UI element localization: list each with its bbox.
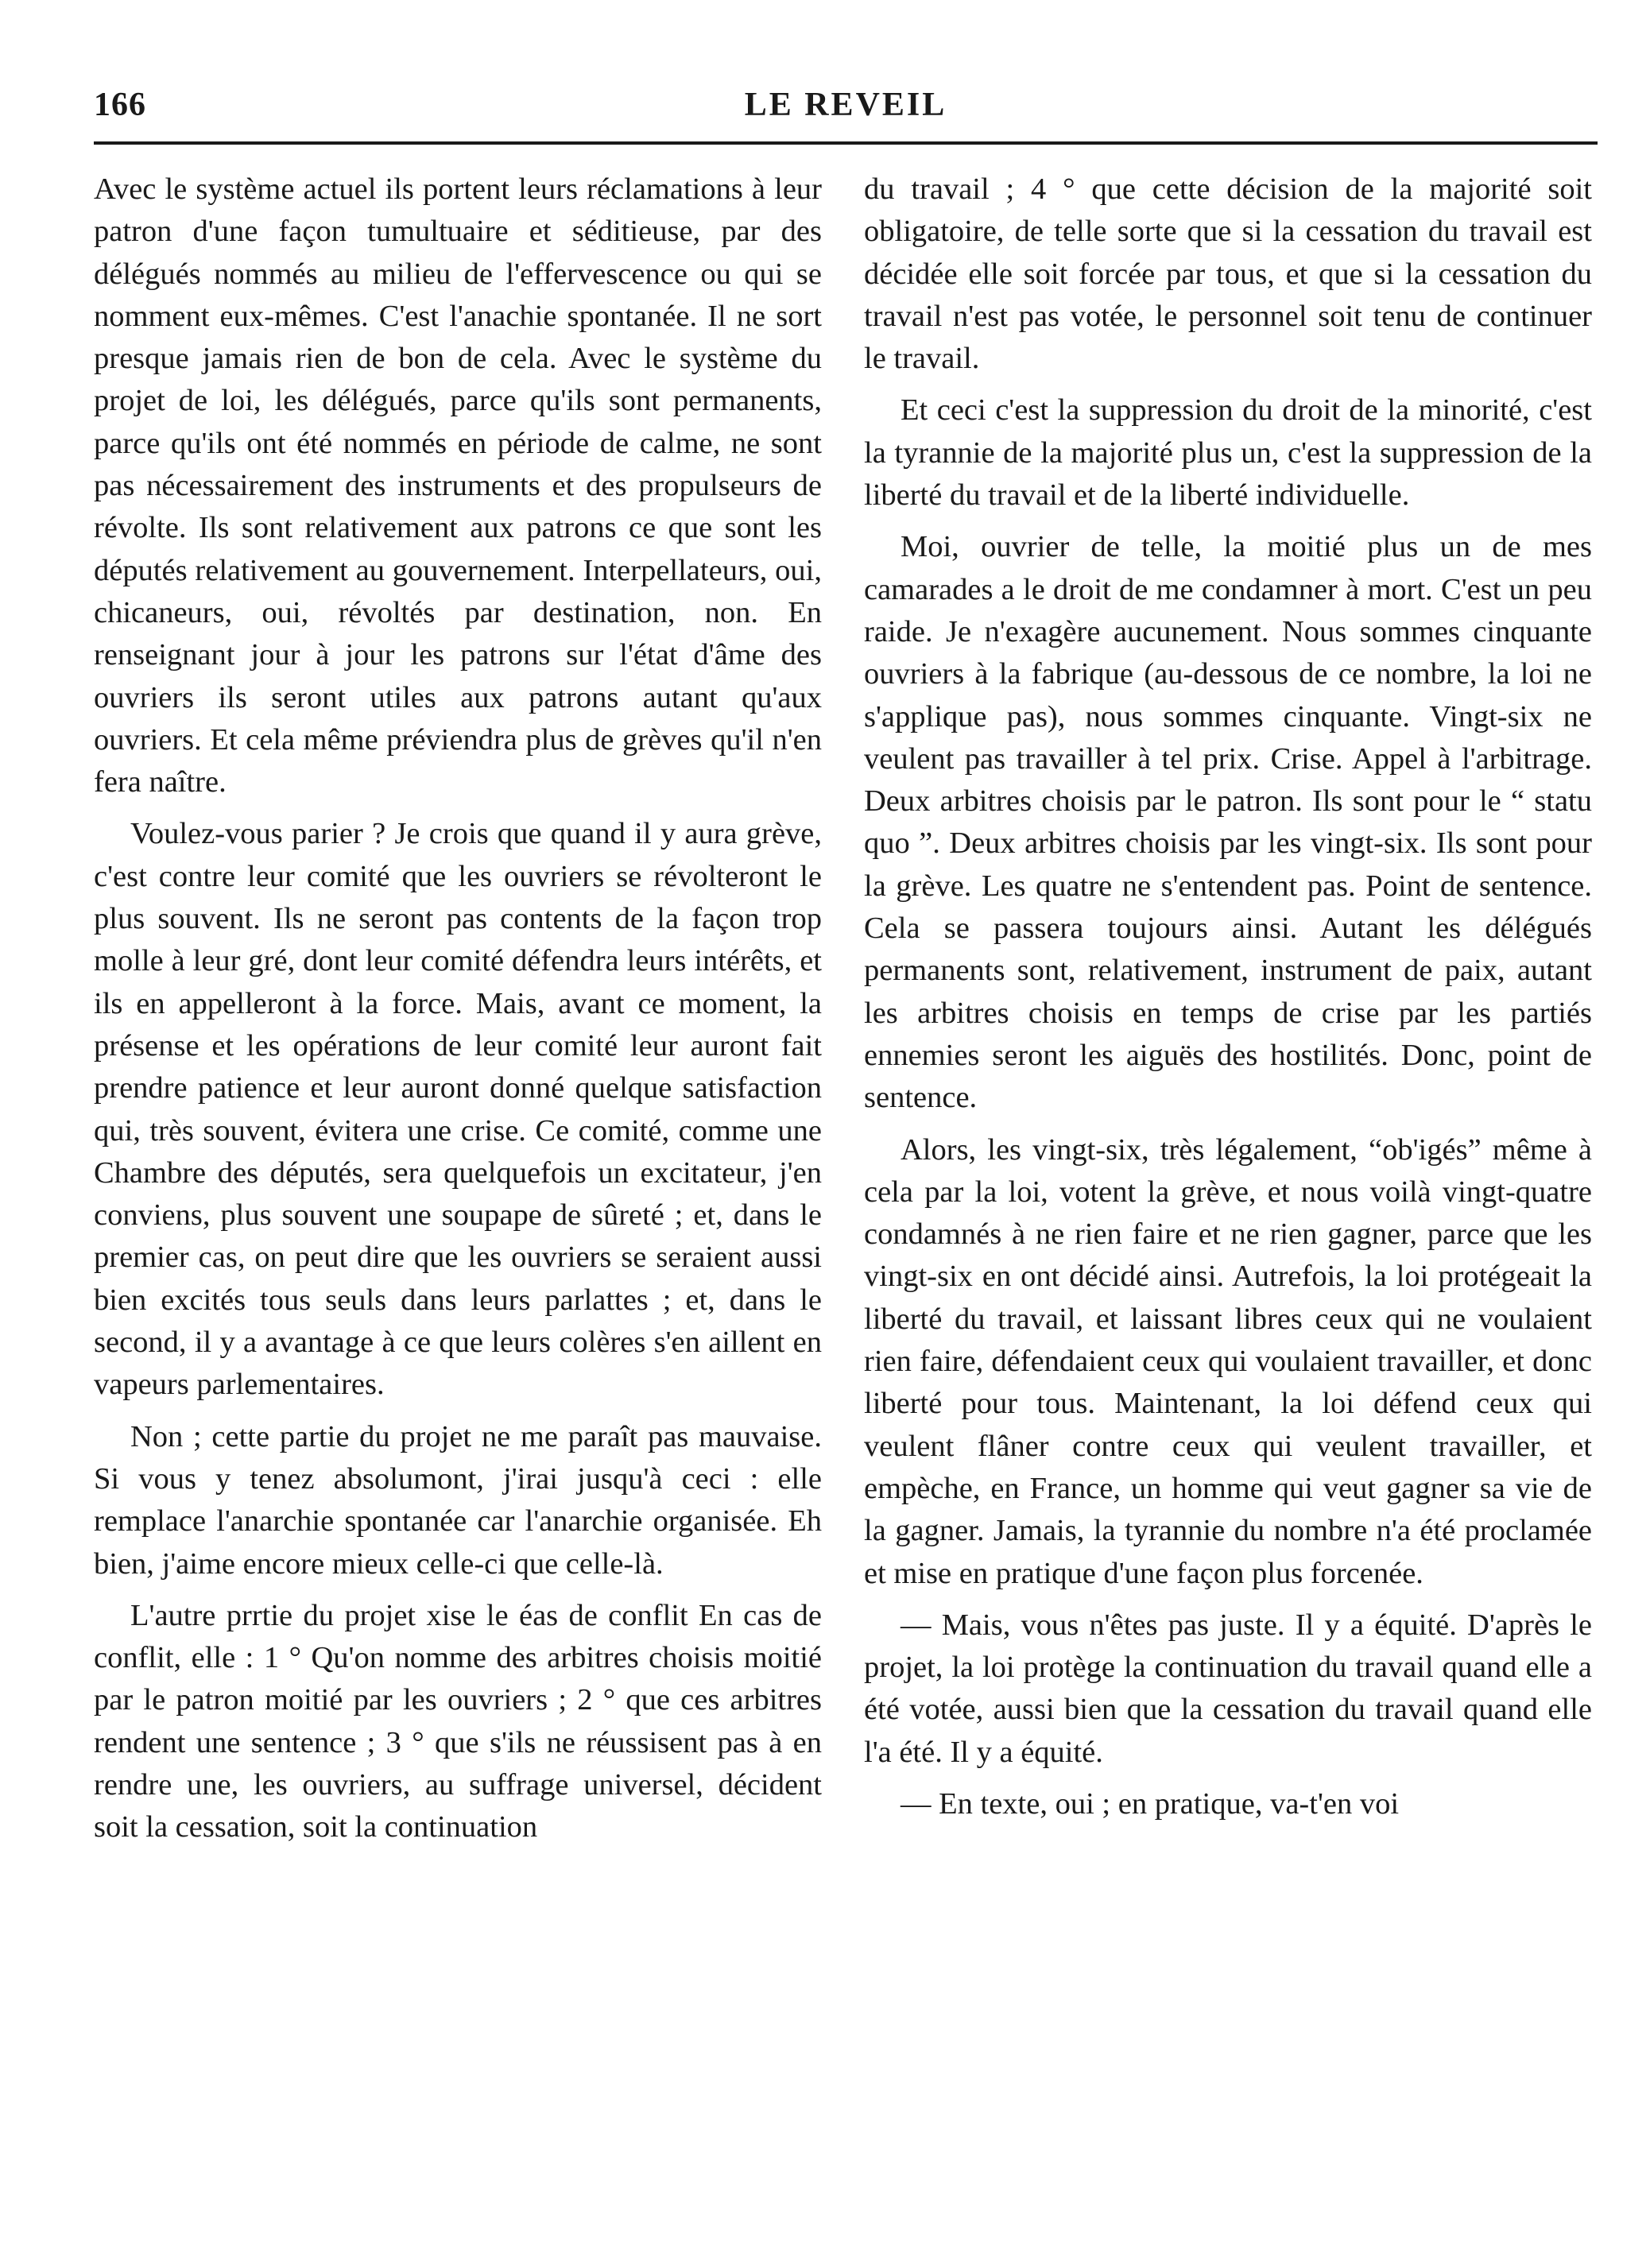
paragraph: Moi, ouvrier de telle, la moitié plus un de mes camarades a le droit de me condamner à mort. C'est un peu raide. Je n'exagère aucunement. Nous sommes cinquante ouvriers à la fabrique (au-dessous de ce nombre, la loi ne s'applique pas), nous sommes cinquante. Vingt-six ne veulent pas travailler à tel prix. Crise. Appel à l'arbitrage. Deux arbitres choisis par le patron. Ils sont pour le “ statu quo ”. Deux arbitres choisis par les vingt-six. Ils sont pour la grève. Les quatre ne s'entendent pas. Point de sentence. Cela se passera toujours ainsi. Autant les délégués permanents sont, relativement, instrument de paix, autant les arbitres choisis en temps de crise par les partiés ennemies seront les aiguës des hostilités. Donc, point de sentence.: [864, 530, 1592, 1115]
running-title: LE REVEIL: [744, 87, 947, 123]
paragraph: — Mais, vous n'êtes pas juste. Il y a équité. D'après le projet, la loi protège la continuation du travail quand elle a été votée, aussi bien que la cessation du travail quand elle l'a été. Il y a équité.: [864, 1608, 1592, 1769]
paragraph: Voulez-vous parier ? Je crois que quand il y aura grève, c'est contre leur comité que les ouvriers se révolteront le plus souvent. Ils ne seront pas contents de la façon trop molle à leur gré, dont leur comité défendra leurs intérêts, et ils en appelleront à la force. Mais, avant ce moment, la présense et les opérations de leur comité leur auront fait prendre patience et leur auront donné quelque satisfaction qui, très souvent, évitera une crise. Ce comité, comme une Chambre des députés, sera quelquefois un excitateur, j'en conviens, plus souvent une soupape de sûreté ; et, dans le premier cas, on peut dire que les ouvriers se seraient aussi bien excités tous seuls dans leurs parlattes ; et, dans le second, il y a avantage à ce que leurs colères s'en aillent en vapeurs parlementaires.: [94, 817, 822, 1402]
paragraph: L'autre prrtie du projet xise le éas de conflit En cas de conflit, elle : 1 ° Qu'on nomme des arbitres choisis moitié par le patron moitié par les ouvriers ; 2 ° que ces arbitres rendent une sentence ; 3 ° que s'ils ne réussisent pas à en rendre une, les ouvriers, au suffrage universel, décident soit la cessation, soit la continuation: [94, 1598, 822, 1844]
page-number: 166: [94, 87, 146, 123]
paragraph: du travail ; 4 ° que cette décision de la majorité soit obligatoire, de telle sorte que si la cessation du travail est décidée elle soit forcée par tous, et que si la cessation du travail n'est pas votée, le personnel soit tenu de continuer le travail.: [864, 172, 1592, 376]
page-header: [94, 86, 1598, 134]
header-rule: [94, 141, 1598, 145]
right-column: [864, 168, 1592, 1835]
paragraph: — En texte, oui ; en pratique, va-t'en voi: [901, 1786, 1400, 1821]
paragraph: Alors, les vingt-six, très légalement, “ob'igés” même à cela par la loi, votent la grève, et nous voilà vingt-quatre condamnés à ne rien faire et ne rien gagner, parce que les vingt-six en ont décidé ainsi. Autrefois, la loi protégeait la liberté du travail, et laissant libres ceux qui ne voulaient rien faire, défendaient ceux qui voulaient travailler, et donc liberté pour tous. Maintenant, la loi défend ceux qui veulent flâner contre ceux qui veulent travailler, et empèche, en France, un homme qui veut gagner sa vie de la gagner. Jamais, la tyrannie du nombre n'a été proclamée et mise en pratique d'une façon plus forcenée.: [864, 1132, 1592, 1590]
paragraph: Et ceci c'est la suppression du droit de la minorité, c'est la tyrannie de la majorité plus un, c'est la suppression de la liberté du travail et de la liberté individuelle.: [864, 393, 1592, 513]
paragraph: Avec le système actuel ils portent leurs réclamations à leur patron d'une façon tumultuaire et séditieuse, par des délégués nommés au milieu de l'effervescence ou qui se nomment eux-mêmes. C'est l'anachie spontanée. Il ne sort presque jamais rien de bon de cela. Avec le système du projet de loi, les délégués, parce qu'ils sont permanents, parce qu'ils ont été nommés en période de calme, ne sont pas nécessairement des instruments et des propulseurs de révolte. Ils sont relativement aux patrons ce que sont les députés relativement au gouvernement. Interpellateurs, oui, chicaneurs, oui, révoltés par destination, non. En renseignant jour à jour les patrons sur l'état d'âme des ouvriers ils seront utiles aux patrons autant qu'aux ouvriers. Et cela même préviendra plus de grèves qu'il n'en fera naître.: [94, 172, 822, 799]
left-column: [94, 168, 822, 1859]
paragraph: Non ; cette partie du projet ne me paraît pas mauvaise. Si vous y tenez absolumont, j'irai jusqu'à ceci : elle remplace l'anarchie spontanée car l'anarchie organisée. Eh bien, j'aime encore mieux celle-ci que celle-là.: [94, 1419, 822, 1581]
